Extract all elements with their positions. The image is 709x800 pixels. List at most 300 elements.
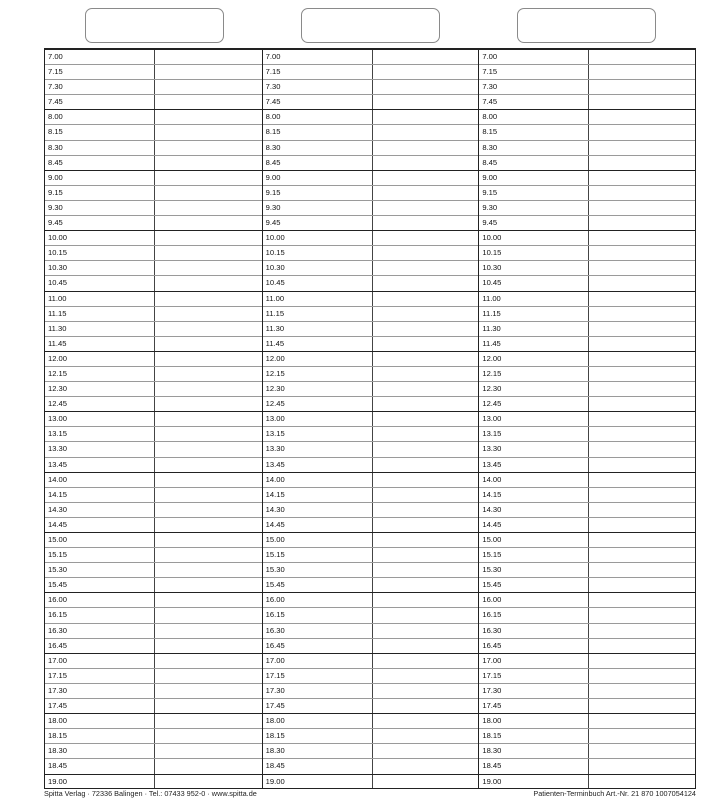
time-label: 8.00 bbox=[265, 112, 281, 122]
time-slot-row[interactable] bbox=[263, 607, 479, 622]
time-label: 12.30 bbox=[265, 384, 285, 394]
time-slot-row[interactable] bbox=[45, 185, 262, 200]
time-slot-row[interactable] bbox=[45, 457, 262, 472]
time-label: 13.45 bbox=[48, 459, 68, 469]
time-label: 18.00 bbox=[482, 716, 502, 726]
time-slot-row[interactable] bbox=[45, 758, 262, 773]
time-label: 12.00 bbox=[265, 353, 285, 363]
time-label: 17.45 bbox=[482, 701, 502, 711]
time-slot-row[interactable] bbox=[45, 170, 262, 185]
time-label: 7.15 bbox=[265, 67, 281, 77]
time-slot-row[interactable] bbox=[479, 592, 695, 607]
time-slot-row[interactable] bbox=[45, 638, 262, 653]
time-label: 15.15 bbox=[265, 550, 285, 560]
time-slot-row[interactable] bbox=[45, 124, 262, 139]
time-slot-row[interactable] bbox=[263, 653, 479, 668]
time-label: 13.00 bbox=[48, 414, 68, 424]
time-slot-row[interactable] bbox=[263, 547, 479, 562]
day-column-1 bbox=[45, 49, 262, 788]
time-slot-row[interactable] bbox=[263, 185, 479, 200]
time-label: 8.15 bbox=[265, 127, 281, 137]
time-slot-row[interactable] bbox=[45, 577, 262, 592]
time-label: 15.00 bbox=[482, 535, 502, 544]
time-slot-row[interactable] bbox=[45, 653, 262, 668]
time-label: 8.00 bbox=[482, 112, 498, 122]
time-slot-row[interactable] bbox=[45, 547, 262, 562]
time-label: 11.00 bbox=[482, 293, 501, 303]
time-label: 15.00 bbox=[48, 535, 68, 544]
time-slot-row[interactable] bbox=[479, 698, 695, 713]
time-slot-row[interactable] bbox=[263, 532, 479, 547]
time-slot-row[interactable] bbox=[263, 336, 479, 351]
day-label-box-3[interactable] bbox=[517, 8, 656, 43]
time-label: 7.15 bbox=[48, 67, 63, 77]
time-slot-row[interactable] bbox=[479, 306, 695, 321]
time-slot-row[interactable] bbox=[479, 728, 695, 743]
time-slot-row[interactable] bbox=[45, 366, 262, 381]
time-slot-row[interactable] bbox=[479, 64, 695, 79]
time-slot-row[interactable] bbox=[479, 547, 695, 562]
time-slot-row[interactable] bbox=[479, 109, 695, 124]
time-slot-row[interactable] bbox=[263, 728, 479, 743]
time-label: 18.15 bbox=[48, 731, 68, 741]
time-slot-row[interactable] bbox=[45, 396, 262, 411]
time-slot-row[interactable] bbox=[263, 260, 479, 275]
time-slot-row[interactable] bbox=[45, 94, 262, 109]
time-label: 18.00 bbox=[48, 716, 68, 726]
time-label: 7.45 bbox=[482, 97, 498, 107]
time-slot-row[interactable] bbox=[479, 291, 695, 306]
time-slot-row[interactable] bbox=[479, 185, 695, 200]
time-label: 15.30 bbox=[482, 565, 502, 575]
time-label: 18.45 bbox=[482, 761, 502, 771]
time-slot-row[interactable] bbox=[479, 215, 695, 230]
day-column-2 bbox=[262, 49, 479, 788]
time-slot-row[interactable] bbox=[45, 215, 262, 230]
time-label: 7.30 bbox=[48, 82, 63, 92]
time-label: 8.30 bbox=[48, 142, 63, 152]
time-slot-row[interactable] bbox=[45, 441, 262, 456]
time-slot-row[interactable] bbox=[479, 351, 695, 366]
time-slot-row[interactable] bbox=[263, 291, 479, 306]
time-slot-row[interactable] bbox=[479, 623, 695, 638]
time-label: 14.00 bbox=[482, 474, 502, 484]
time-label: 14.15 bbox=[482, 489, 502, 499]
time-slot-row[interactable] bbox=[479, 683, 695, 698]
time-label: 9.15 bbox=[48, 187, 63, 197]
time-label: 17.30 bbox=[265, 685, 285, 695]
time-slot-row[interactable] bbox=[45, 306, 262, 321]
time-slot-row[interactable] bbox=[479, 140, 695, 155]
time-slot-row[interactable] bbox=[45, 291, 262, 306]
time-label: 14.45 bbox=[265, 519, 285, 529]
time-label: 18.15 bbox=[265, 731, 285, 741]
time-label: 7.15 bbox=[482, 67, 498, 77]
time-slot-row[interactable] bbox=[479, 124, 695, 139]
time-slot-row[interactable] bbox=[263, 743, 479, 758]
time-label: 17.15 bbox=[482, 670, 502, 680]
time-slot-row[interactable] bbox=[263, 366, 479, 381]
time-label: 14.15 bbox=[265, 489, 285, 499]
time-slot-row[interactable] bbox=[479, 607, 695, 622]
time-label: 10.45 bbox=[265, 278, 285, 288]
time-slot-row[interactable] bbox=[263, 230, 479, 245]
time-slot-row[interactable] bbox=[45, 774, 262, 789]
time-slot-row[interactable] bbox=[45, 698, 262, 713]
time-label: 14.30 bbox=[265, 504, 285, 514]
time-label: 16.00 bbox=[482, 595, 502, 605]
time-label: 10.00 bbox=[482, 233, 502, 243]
time-label: 16.15 bbox=[482, 610, 502, 620]
time-slot-row[interactable] bbox=[263, 94, 479, 109]
time-label: 16.15 bbox=[265, 610, 285, 620]
time-slot-row[interactable] bbox=[479, 200, 695, 215]
time-label: 16.30 bbox=[482, 625, 502, 635]
time-slot-row[interactable] bbox=[479, 230, 695, 245]
time-label: 11.15 bbox=[265, 308, 285, 318]
time-slot-row[interactable] bbox=[263, 411, 479, 426]
time-slot-row[interactable] bbox=[263, 623, 479, 638]
time-slot-row[interactable] bbox=[479, 366, 695, 381]
time-label: 18.00 bbox=[265, 716, 285, 726]
time-slot-row[interactable] bbox=[45, 411, 262, 426]
time-slot-row[interactable] bbox=[479, 577, 695, 592]
time-label: 18.30 bbox=[265, 746, 285, 756]
time-label: 13.30 bbox=[265, 444, 285, 454]
time-slot-row[interactable] bbox=[479, 638, 695, 653]
time-slot-row[interactable] bbox=[263, 155, 479, 170]
time-label: 11.00 bbox=[48, 293, 67, 303]
time-slot-row[interactable] bbox=[45, 230, 262, 245]
time-label: 10.30 bbox=[482, 263, 502, 273]
time-label: 11.00 bbox=[265, 293, 285, 303]
time-label: 18.30 bbox=[48, 746, 68, 756]
time-label: 12.00 bbox=[48, 353, 68, 363]
time-label: 13.45 bbox=[265, 459, 285, 469]
time-slot-row[interactable] bbox=[479, 743, 695, 758]
time-label: 11.15 bbox=[48, 308, 67, 318]
time-label: 12.30 bbox=[48, 384, 68, 394]
time-slot-row[interactable] bbox=[479, 668, 695, 683]
time-slot-row[interactable] bbox=[45, 592, 262, 607]
time-slot-row[interactable] bbox=[479, 260, 695, 275]
footer-publisher: Spitta Verlag · 72336 Balingen · Tel.: 07433 952-0 · www.spitta.de bbox=[44, 789, 257, 798]
time-label: 16.45 bbox=[265, 640, 285, 650]
time-slot-row[interactable] bbox=[263, 306, 479, 321]
time-label: 8.15 bbox=[48, 127, 63, 137]
time-label: 19.00 bbox=[48, 776, 68, 786]
time-slot-row[interactable] bbox=[263, 713, 479, 728]
time-slot-row[interactable] bbox=[263, 487, 479, 502]
time-slot-row[interactable] bbox=[479, 336, 695, 351]
time-label: 9.30 bbox=[482, 202, 498, 212]
time-label: 7.00 bbox=[48, 52, 63, 61]
time-label: 10.45 bbox=[48, 278, 68, 288]
time-label: 9.15 bbox=[265, 187, 281, 197]
time-label: 14.00 bbox=[265, 474, 285, 484]
day-label-box-2[interactable] bbox=[301, 8, 440, 43]
time-slot-row[interactable] bbox=[45, 79, 262, 94]
time-slot-row[interactable] bbox=[263, 321, 479, 336]
time-label: 7.00 bbox=[482, 52, 498, 61]
time-label: 9.45 bbox=[265, 218, 281, 228]
time-slot-row[interactable] bbox=[479, 49, 695, 64]
footer-article: Patienten-Terminbuch Art.-Nr. 21 870 1007054124 bbox=[533, 789, 696, 798]
time-label: 11.30 bbox=[48, 323, 67, 333]
time-slot-row[interactable] bbox=[45, 502, 262, 517]
time-slot-row[interactable] bbox=[45, 351, 262, 366]
time-label: 18.15 bbox=[482, 731, 502, 741]
time-label: 12.45 bbox=[48, 399, 68, 409]
time-label: 12.15 bbox=[482, 368, 502, 378]
time-slot-row[interactable] bbox=[45, 713, 262, 728]
time-slot-row[interactable] bbox=[45, 260, 262, 275]
time-label: 7.45 bbox=[265, 97, 281, 107]
time-label: 17.15 bbox=[48, 670, 68, 680]
time-slot-row[interactable] bbox=[45, 487, 262, 502]
time-label: 18.45 bbox=[48, 761, 68, 771]
time-label: 10.30 bbox=[265, 263, 285, 273]
time-label: 16.45 bbox=[482, 640, 502, 650]
time-slot-row[interactable] bbox=[263, 49, 479, 64]
time-slot-row[interactable] bbox=[45, 245, 262, 260]
time-slot-row[interactable] bbox=[45, 109, 262, 124]
time-slot-row[interactable] bbox=[45, 517, 262, 532]
time-slot-row[interactable] bbox=[263, 774, 479, 789]
time-label: 15.45 bbox=[265, 580, 285, 590]
time-slot-row[interactable] bbox=[263, 351, 479, 366]
time-label: 16.30 bbox=[48, 625, 68, 635]
time-label: 7.45 bbox=[48, 97, 63, 107]
time-slot-row[interactable] bbox=[45, 140, 262, 155]
time-label: 15.00 bbox=[265, 535, 285, 544]
time-slot-row[interactable] bbox=[263, 668, 479, 683]
time-slot-row[interactable] bbox=[45, 532, 262, 547]
time-slot-row[interactable] bbox=[479, 94, 695, 109]
time-label: 17.00 bbox=[265, 655, 285, 665]
time-slot-row[interactable] bbox=[263, 275, 479, 290]
time-slot-row[interactable] bbox=[479, 155, 695, 170]
time-label: 16.30 bbox=[265, 625, 285, 635]
time-slot-row[interactable] bbox=[263, 215, 479, 230]
time-label: 8.45 bbox=[482, 157, 498, 167]
time-slot-row[interactable] bbox=[263, 64, 479, 79]
time-label: 15.45 bbox=[48, 580, 68, 590]
time-slot-row[interactable] bbox=[263, 683, 479, 698]
time-label: 9.00 bbox=[265, 172, 281, 182]
time-slot-row[interactable] bbox=[479, 517, 695, 532]
time-label: 12.15 bbox=[265, 368, 285, 378]
time-slot-row[interactable] bbox=[479, 532, 695, 547]
time-slot-row[interactable] bbox=[45, 336, 262, 351]
time-slot-row[interactable] bbox=[263, 245, 479, 260]
time-label: 9.15 bbox=[482, 187, 498, 197]
time-slot-row[interactable] bbox=[45, 321, 262, 336]
time-label: 8.00 bbox=[48, 112, 63, 122]
time-slot-row[interactable] bbox=[263, 502, 479, 517]
time-label: 13.15 bbox=[48, 429, 68, 439]
time-label: 13.15 bbox=[482, 429, 502, 439]
time-slot-row[interactable] bbox=[479, 502, 695, 517]
time-label: 9.45 bbox=[48, 218, 63, 228]
time-slot-row[interactable] bbox=[263, 170, 479, 185]
time-label: 19.00 bbox=[482, 776, 502, 786]
time-slot-row[interactable] bbox=[45, 155, 262, 170]
time-label: 10.15 bbox=[482, 248, 502, 258]
time-label: 14.45 bbox=[482, 519, 502, 529]
time-slot-row[interactable] bbox=[479, 79, 695, 94]
time-label: 19.00 bbox=[265, 776, 285, 786]
time-slot-row[interactable] bbox=[479, 487, 695, 502]
time-slot-row[interactable] bbox=[479, 396, 695, 411]
time-slot-row[interactable] bbox=[45, 728, 262, 743]
time-slot-row[interactable] bbox=[263, 79, 479, 94]
time-slot-row[interactable] bbox=[263, 517, 479, 532]
time-label: 12.30 bbox=[482, 384, 502, 394]
time-slot-row[interactable] bbox=[45, 607, 262, 622]
time-slot-row[interactable] bbox=[263, 200, 479, 215]
time-slot-row[interactable] bbox=[479, 170, 695, 185]
time-slot-row[interactable] bbox=[45, 743, 262, 758]
time-label: 13.30 bbox=[482, 444, 502, 454]
time-label: 15.45 bbox=[482, 580, 502, 590]
time-label: 11.45 bbox=[265, 338, 285, 348]
time-label: 12.00 bbox=[482, 353, 502, 363]
time-slot-row[interactable] bbox=[263, 592, 479, 607]
time-label: 16.00 bbox=[48, 595, 68, 605]
time-label: 11.45 bbox=[48, 338, 67, 348]
time-slot-row[interactable] bbox=[263, 124, 479, 139]
time-label: 15.15 bbox=[48, 550, 68, 560]
time-slot-row[interactable] bbox=[479, 562, 695, 577]
time-slot-row[interactable] bbox=[45, 49, 262, 64]
time-label: 8.15 bbox=[482, 127, 498, 137]
time-slot-row[interactable] bbox=[479, 472, 695, 487]
time-label: 9.30 bbox=[48, 202, 63, 212]
time-label: 16.45 bbox=[48, 640, 68, 650]
time-slot-row[interactable] bbox=[45, 64, 262, 79]
time-slot-row[interactable] bbox=[263, 758, 479, 773]
time-label: 10.15 bbox=[265, 248, 285, 258]
time-label: 9.45 bbox=[482, 218, 498, 228]
time-slot-row[interactable] bbox=[45, 275, 262, 290]
time-slot-row[interactable] bbox=[479, 245, 695, 260]
time-slot-row[interactable] bbox=[479, 321, 695, 336]
time-label: 10.45 bbox=[482, 278, 502, 288]
time-slot-row[interactable] bbox=[263, 457, 479, 472]
time-label: 14.15 bbox=[48, 489, 68, 499]
time-slot-row[interactable] bbox=[263, 638, 479, 653]
time-label: 9.00 bbox=[482, 172, 498, 182]
time-label: 12.45 bbox=[482, 399, 502, 409]
time-label: 13.30 bbox=[48, 444, 68, 454]
time-slot-row[interactable] bbox=[479, 457, 695, 472]
time-label: 17.00 bbox=[482, 655, 502, 665]
time-slot-row[interactable] bbox=[45, 668, 262, 683]
time-slot-row[interactable] bbox=[45, 200, 262, 215]
time-slot-row[interactable] bbox=[45, 683, 262, 698]
time-label: 9.30 bbox=[265, 202, 281, 212]
time-label: 11.15 bbox=[482, 308, 501, 318]
time-label: 17.00 bbox=[48, 655, 68, 665]
time-slot-row[interactable] bbox=[479, 411, 695, 426]
time-label: 10.15 bbox=[48, 248, 68, 258]
time-slot-row[interactable] bbox=[263, 441, 479, 456]
time-slot-row[interactable] bbox=[479, 713, 695, 728]
time-label: 7.30 bbox=[265, 82, 281, 92]
time-slot-row[interactable] bbox=[263, 109, 479, 124]
time-label: 15.30 bbox=[48, 565, 68, 575]
time-label: 13.15 bbox=[265, 429, 285, 439]
time-slot-row[interactable] bbox=[263, 698, 479, 713]
day-column-3 bbox=[478, 49, 695, 788]
time-label: 14.30 bbox=[482, 504, 502, 514]
time-slot-row[interactable] bbox=[479, 774, 695, 789]
time-label: 10.30 bbox=[48, 263, 68, 273]
time-slot-row[interactable] bbox=[263, 562, 479, 577]
time-slot-row[interactable] bbox=[479, 653, 695, 668]
time-slot-row[interactable] bbox=[263, 472, 479, 487]
time-slot-row[interactable] bbox=[263, 140, 479, 155]
time-label: 17.15 bbox=[265, 670, 285, 680]
time-label: 16.15 bbox=[48, 610, 68, 620]
time-label: 12.45 bbox=[265, 399, 285, 409]
time-slot-row[interactable] bbox=[45, 426, 262, 441]
time-label: 10.00 bbox=[48, 233, 68, 243]
time-slot-row[interactable] bbox=[263, 381, 479, 396]
time-label: 18.30 bbox=[482, 746, 502, 756]
time-label: 13.45 bbox=[482, 459, 502, 469]
time-label: 18.45 bbox=[265, 761, 285, 771]
time-label: 14.00 bbox=[48, 474, 68, 484]
time-slot-row[interactable] bbox=[479, 426, 695, 441]
time-slot-row[interactable] bbox=[479, 758, 695, 773]
time-label: 8.45 bbox=[48, 157, 63, 167]
time-slot-row[interactable] bbox=[45, 381, 262, 396]
time-label: 8.45 bbox=[265, 157, 281, 167]
time-slot-row[interactable] bbox=[263, 426, 479, 441]
appointment-grid bbox=[44, 48, 696, 789]
time-label: 14.30 bbox=[48, 504, 68, 514]
time-label: 11.30 bbox=[482, 323, 501, 333]
time-slot-row[interactable] bbox=[479, 441, 695, 456]
time-slot-row[interactable] bbox=[45, 472, 262, 487]
time-label: 8.30 bbox=[265, 142, 281, 152]
time-slot-row[interactable] bbox=[479, 275, 695, 290]
time-label: 7.30 bbox=[482, 82, 498, 92]
time-slot-row[interactable] bbox=[263, 577, 479, 592]
time-label: 11.30 bbox=[265, 323, 285, 333]
time-label: 17.45 bbox=[265, 701, 285, 711]
time-label: 17.30 bbox=[482, 685, 502, 695]
time-label: 16.00 bbox=[265, 595, 285, 605]
time-label: 8.30 bbox=[482, 142, 498, 152]
time-label: 13.00 bbox=[482, 414, 502, 424]
time-label: 12.15 bbox=[48, 368, 68, 378]
day-label-box-1[interactable] bbox=[85, 8, 224, 43]
time-label: 7.00 bbox=[265, 52, 281, 61]
time-slot-row[interactable] bbox=[45, 562, 262, 577]
time-label: 13.00 bbox=[265, 414, 285, 424]
time-label: 17.30 bbox=[48, 685, 68, 695]
time-slot-row[interactable] bbox=[45, 623, 262, 638]
time-label: 15.30 bbox=[265, 565, 285, 575]
time-label: 9.00 bbox=[48, 172, 63, 182]
time-slot-row[interactable] bbox=[479, 381, 695, 396]
time-label: 14.45 bbox=[48, 519, 68, 529]
time-label: 11.45 bbox=[482, 338, 501, 348]
time-slot-row[interactable] bbox=[263, 396, 479, 411]
